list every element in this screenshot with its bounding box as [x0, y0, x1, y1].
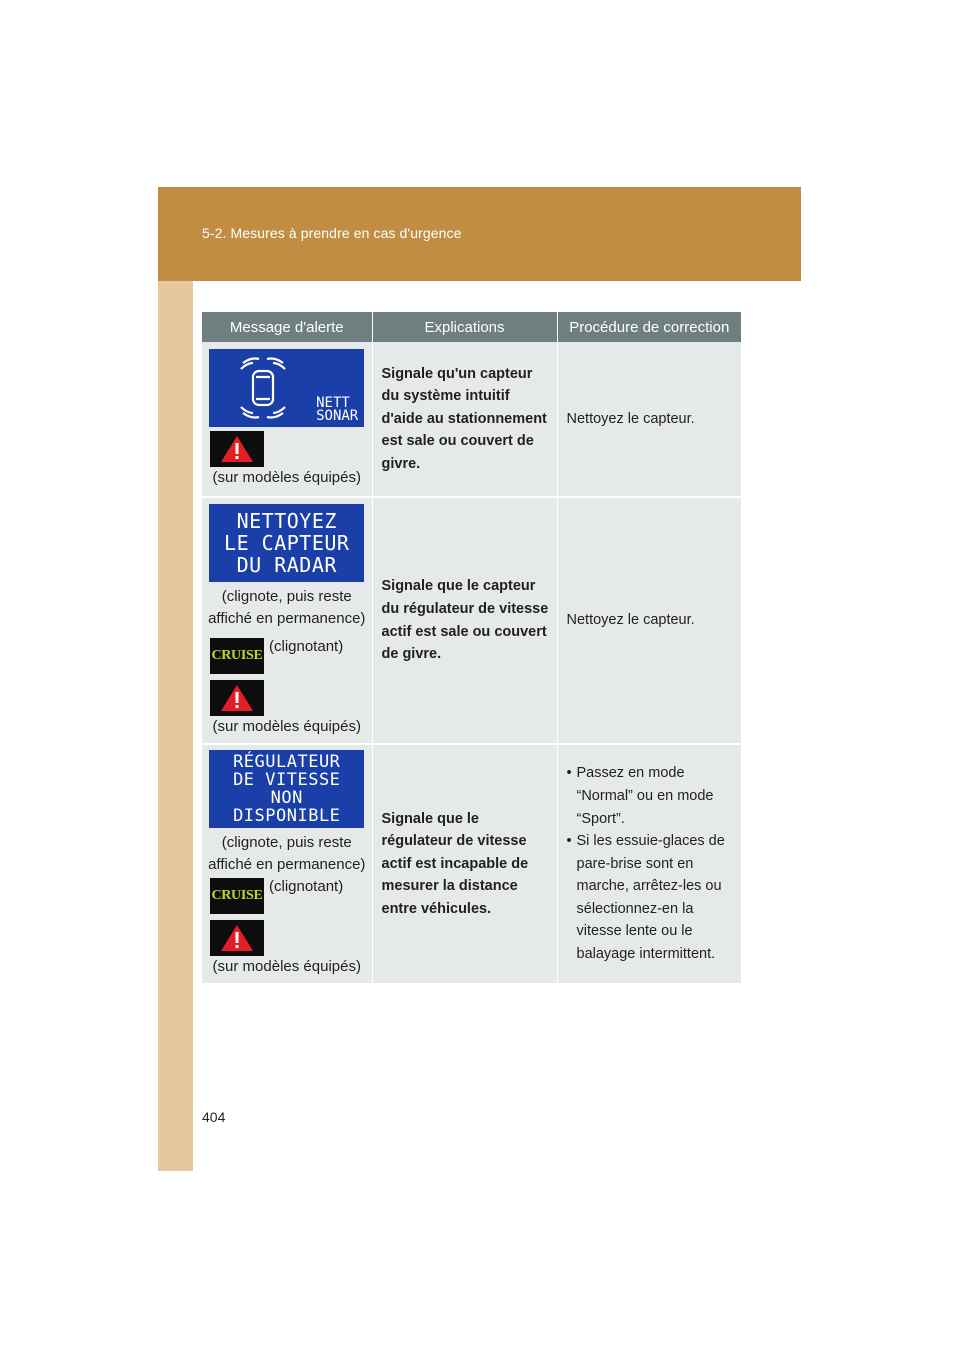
explication-cell: Signale que le régulateur de vitesse actif est incapable de mesurer la distance entre véhicules. [372, 744, 557, 984]
cruise-indicator-icon: CRUISE [210, 638, 264, 674]
display-caption: (clignote, puis reste affiché en permanence) [208, 834, 366, 873]
table-row [202, 744, 741, 984]
table-row [202, 497, 741, 744]
display-line: NETT [316, 395, 350, 411]
warning-triangle-icon [220, 924, 254, 952]
warning-indicator [210, 680, 264, 716]
display-line: RÉGULATEUR [233, 752, 341, 772]
cruise-indicator-icon: CRUISE [210, 878, 264, 914]
explication-cell: Signale qu'un capteur du système intuitif d'aide au stationnement est sale ou couvert de givre. [372, 342, 557, 497]
display-line: LE CAPTEUR [224, 530, 350, 555]
display-line: NETTOYEZ [236, 508, 337, 533]
correction-item: • Passez en mode “Normal” ou en mode “Sport”. [567, 762, 732, 830]
side-band [158, 281, 193, 1171]
warning-caption: (sur modèles équipés) [212, 958, 361, 975]
sonar-display [209, 349, 364, 427]
page-number: 404 [202, 1109, 226, 1125]
message-cell [202, 342, 372, 497]
display-line: DISPONIBLE [233, 806, 341, 826]
correction-cell [557, 744, 741, 984]
column-header-message: Message d'alerte [202, 312, 372, 342]
display-line: DE VITESSE [233, 770, 341, 790]
correction-item: • Si les essuie-glaces de pare-brise sont en marche, arrêtez-les ou sélectionnez-en la vitesse lente ou le balayage intermittent. [567, 830, 732, 966]
display-line: SONAR [316, 408, 359, 424]
display-caption: (clignote, puis reste affiché en permanence) [208, 587, 366, 627]
header-band [158, 187, 801, 281]
message-cell [202, 744, 372, 984]
display-line: DU RADAR [236, 552, 337, 577]
correction-cell: Nettoyez le capteur. [557, 497, 741, 744]
warning-caption: (sur modèles équipés) [212, 469, 361, 486]
table-row [202, 342, 741, 497]
correction-cell: Nettoyez le capteur. [557, 342, 741, 497]
table-header-row [202, 312, 741, 342]
warning-triangle-icon [220, 684, 254, 712]
column-header-explications: Explications [372, 312, 557, 342]
warning-triangle-icon [220, 435, 254, 463]
cruise-caption: (clignotant) [269, 637, 344, 655]
correction-list [567, 762, 732, 965]
parking-sonar-icon [239, 355, 287, 421]
cruise-caption: (clignotant) [269, 878, 344, 895]
warning-indicator [210, 431, 264, 467]
column-header-correction: Procédure de correction [557, 312, 741, 342]
regulator-display [209, 750, 364, 828]
warning-indicator [210, 920, 264, 956]
explication-cell: Signale que le capteur du régulateur de vitesse actif est sale ou couvert de givre. [372, 497, 557, 744]
alert-table [202, 312, 741, 985]
radar-display [209, 504, 364, 582]
display-line: NON [270, 788, 303, 808]
section-title: 5-2. Mesures à prendre en cas d'urgence [202, 225, 462, 241]
message-cell [202, 497, 372, 744]
warning-caption: (sur modèles équipés) [212, 717, 361, 735]
